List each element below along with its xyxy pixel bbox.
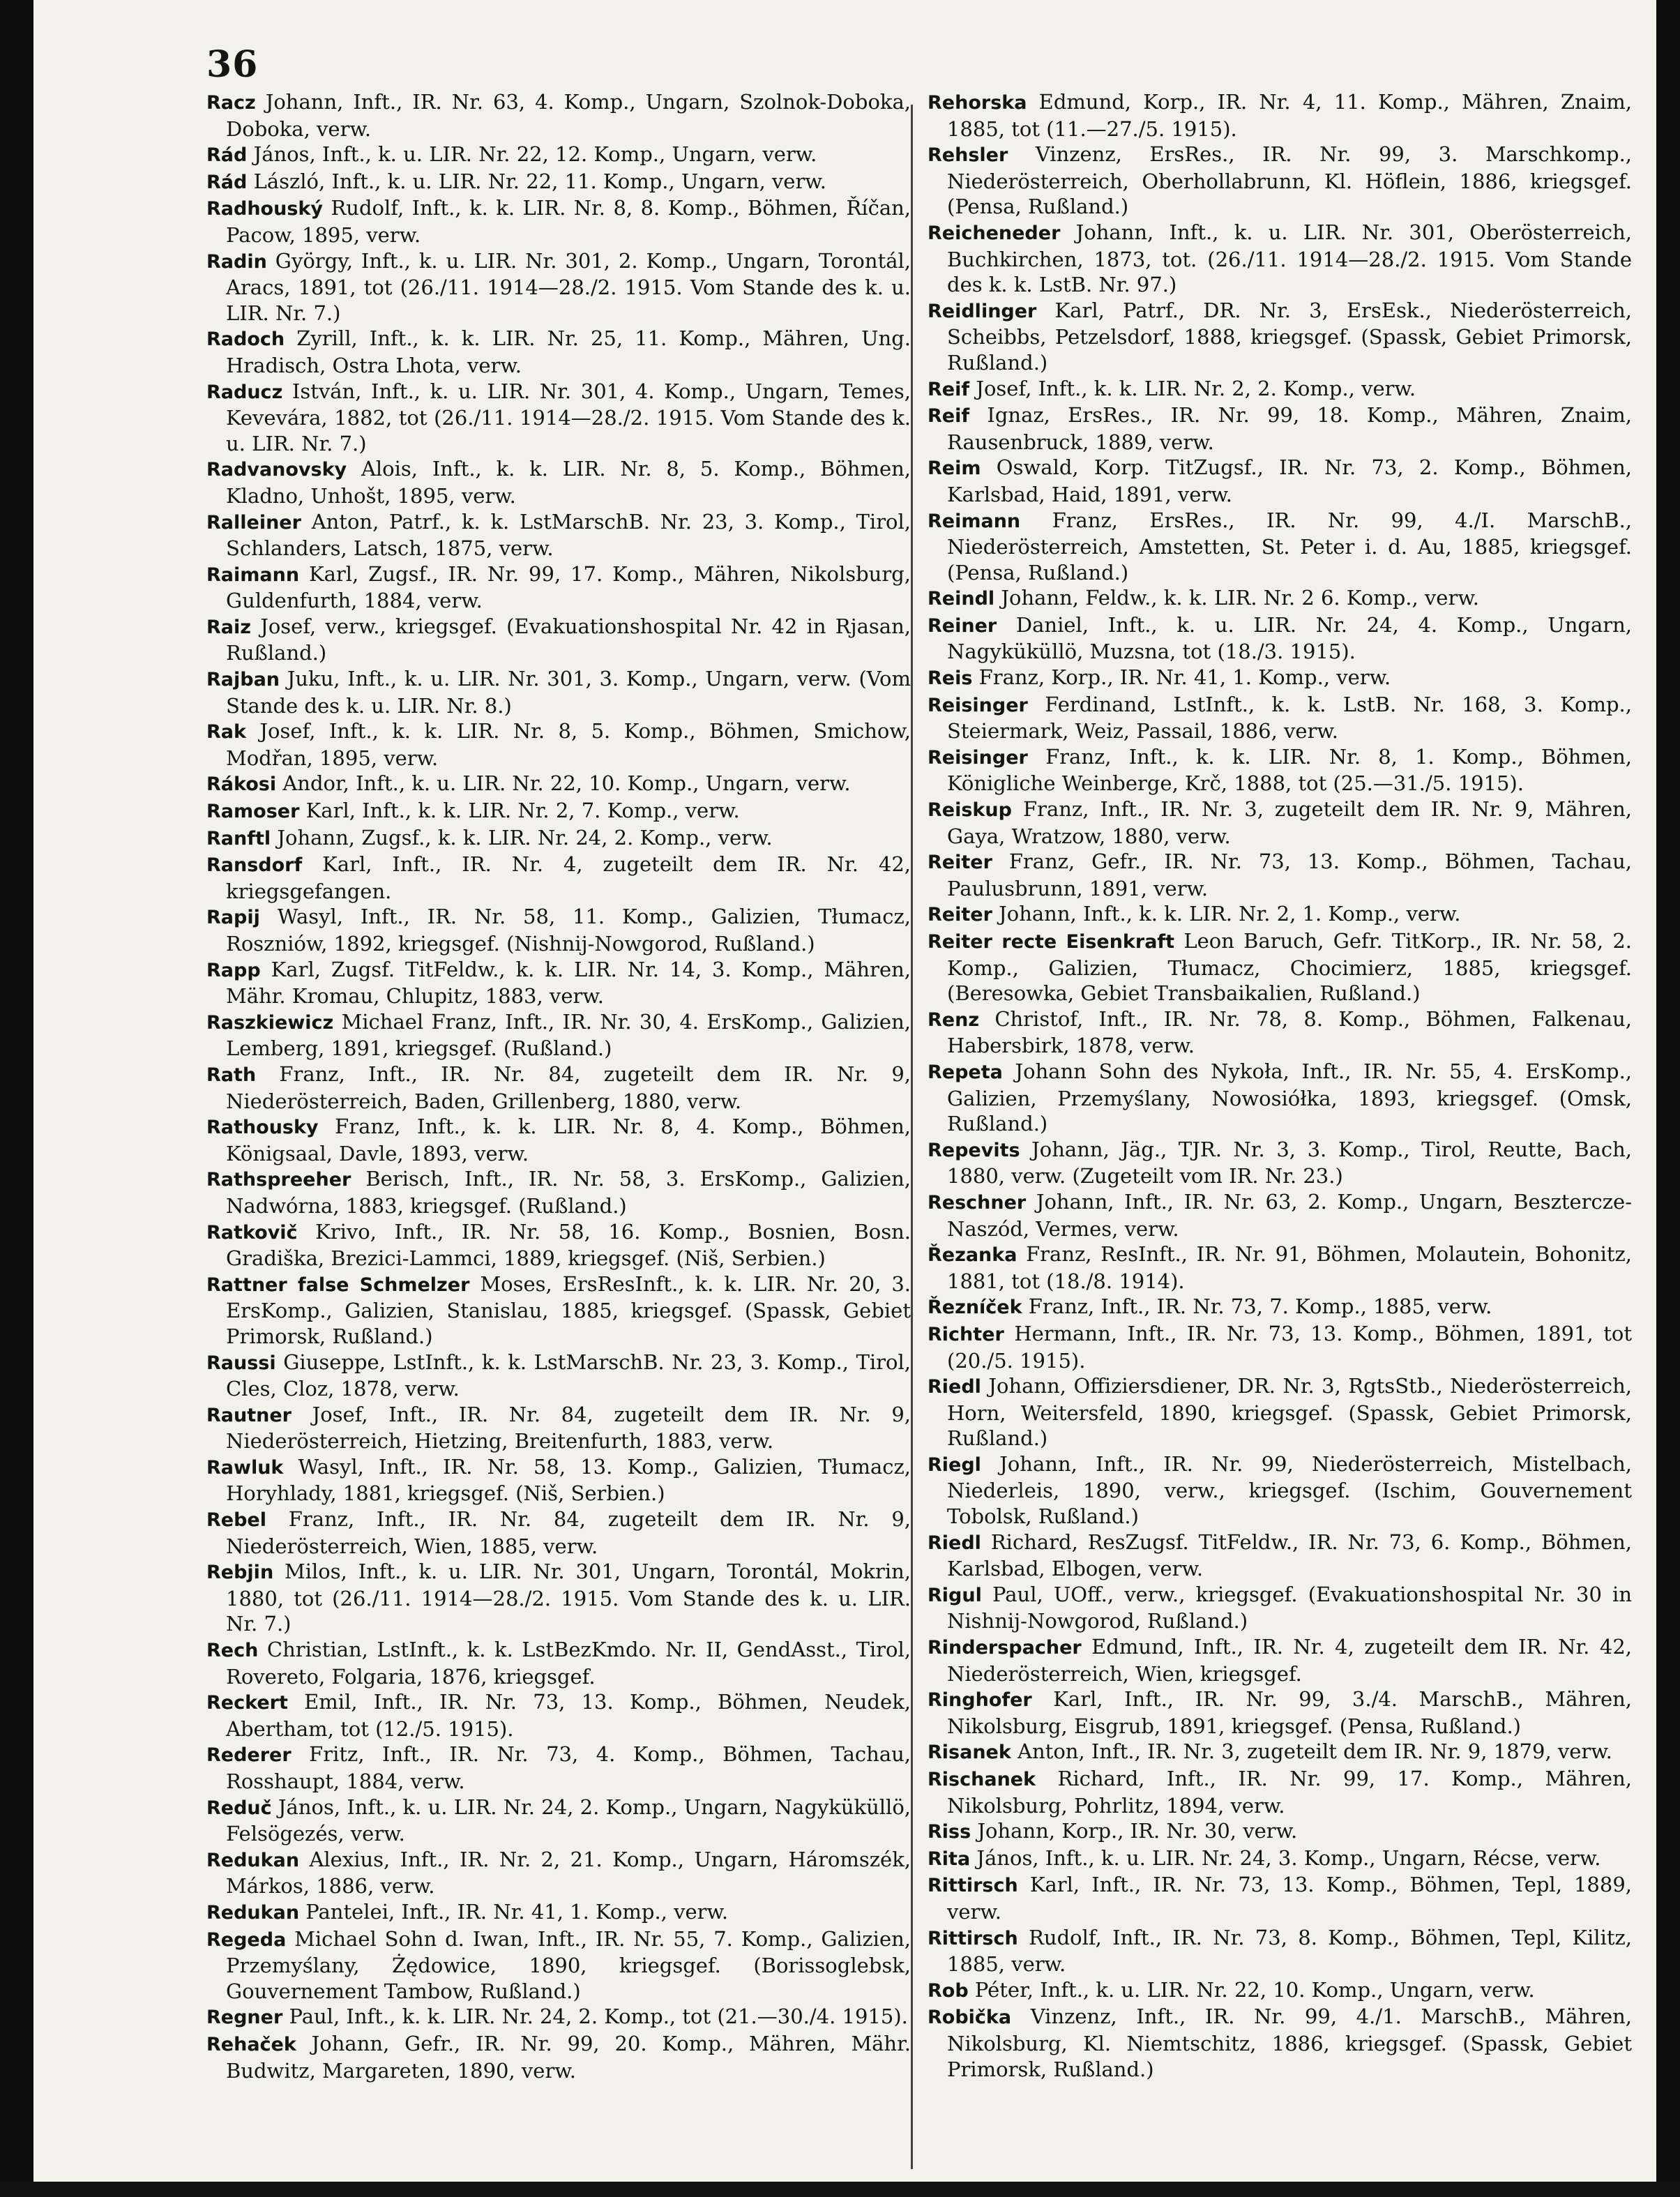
entry-surname: Robička [928,2007,1012,2029]
entry-details: György, Inft., k. u. LIR. Nr. 301, 2. Komp., Ungarn, Torontál, Aracs, 1891, tot (26./11. 1914—28./2. 1915. Vom Stande des k. u. LIR. Nr. 7.) [226,248,911,325]
entry-details: Johann, Korp., IR. Nr. 30, verw. [977,1819,1298,1843]
entry-details: Paul, Inft., k. k. LIR. Nr. 24, 2. Komp., tot (21.—30./4. 1915). [289,2005,908,2029]
entry-surname: Reckert [206,1692,288,1714]
entry-details: Paul, UOff., verw., kriegsgef. (Evakuationshospital Nr. 30 in Nishnij-Nowgorod, Rußland.) [947,1582,1633,1633]
entry [206,1454,911,1507]
entry-details: Wasyl, Inft., IR. Nr. 58, 13. Komp., Galizien, Tłumacz, Horyhlady, 1881, kriegsgef. (Niš, Serbien.) [226,1454,911,1506]
entry [928,402,1632,455]
entry-surname: Rajban [206,669,280,691]
entry-details: Berisch, Inft., IR. Nr. 58, 3. ErsKomp., Galizien, Nadwórna, 1883, kriegsgef. (Rußland.) [226,1167,911,1218]
entry-details: Johann, Inft., k. u. LIR. Nr. 301, Oberösterreich, Buchkirchen, 1873, tot. (26./11. 1914—28./2. 1915. Vom Stande des k. k. LstB. Nr. 97.) [947,220,1633,297]
entry [928,220,1632,298]
entry-details: Alois, Inft., k. k. LIR. Nr. 8, 5. Komp., Böhmen, Kladno, Unhošt, 1895, verw. [226,457,911,508]
entry [206,1009,911,1062]
entry-details: Anton, Patrf., k. k. LstMarschB. Nr. 23, 3. Komp., Tirol, Schlanders, Latsch, 1875, verw. [226,509,911,561]
entry-details: Franz, Korp., IR. Nr. 41, 1. Komp., verw. [978,665,1391,690]
entry-surname: Riss [928,1821,971,1843]
entry-details: Juku, Inft., k. u. LIR. Nr. 301, 3. Komp., Ungarn, verw. (Vom Stande des k. u. LIR. Nr. 8.) [226,667,911,718]
entry-surname: Rech [206,1640,259,1662]
entry-surname: Rob [928,1979,969,2002]
entry-surname: Rattner false Schmelzer [206,1274,470,1296]
entry-surname: Rak [206,721,246,743]
entry-details: Franz, Inft., IR. Nr. 73, 7. Komp., 1885, verw. [1028,1294,1492,1319]
entry-surname: Redukan [206,1901,300,1924]
entry-details: Karl, Inft., k. k. LIR. Nr. 2, 7. Komp., verw. [305,799,740,823]
entry-surname: Reif [928,378,970,400]
entry-surname: Reindl [928,588,995,610]
entry [206,1899,911,1926]
entry [928,665,1632,692]
entry [928,1530,1632,1582]
entry-details: Rudolf, Inft., IR. Nr. 73, 8. Komp., Böhmen, Tepl, Kilitz, 1885, verw. [947,1925,1632,1977]
entry-details: Franz, Gefr., IR. Nr. 73, 13. Komp., Böhmen, Tachau, Paulusbrunn, 1891, verw. [947,850,1632,900]
entry-surname: Reidlinger [928,300,1037,322]
entry-surname: Renz [928,1009,980,1031]
entry [206,561,911,614]
entry-details: Milos, Inft., k. u. LIR. Nr. 301, Ungarn, Torontál, Mokrin, 1880, tot (26./11. 1914—28./2. 1915. Vom Stande des k. u. LIR. Nr. 7.) [226,1560,911,1636]
entry-details: Josef, Inft., k. k. LIR. Nr. 2, 2. Komp., verw. [976,376,1416,400]
entry-details: Johann, Inft., IR. Nr. 63, 4. Komp., Ungarn, Szolnok-Doboka, Doboka, verw. [226,90,911,141]
entry [928,585,1632,612]
entry [206,379,911,457]
entry-details: Pantelei, Inft., IR. Nr. 41, 1. Komp., verw. [305,1899,729,1924]
entry [206,957,911,1009]
entry-details: Franz, Inft., IR. Nr. 84, zugeteilt dem IR. Nr. 9, Niederösterreich, Wien, 1885, verw. [226,1507,911,1558]
entry-surname: Reisinger [928,694,1028,716]
entry-surname: Rehsler [928,144,1008,167]
page-number: 36 [206,43,259,86]
entry-details: János, Inft., k. u. LIR. Nr. 24, 3. Komp., Ungarn, Récse, verw. [976,1845,1601,1870]
entry [206,1114,911,1166]
scan-border-right [1656,0,1680,2197]
entry [928,142,1632,220]
entry-surname: Reimann [928,510,1021,532]
entry-details: Vinzenz, Inft., IR. Nr. 99, 4./1. MarschB., Mähren, Nikolsburg, Kl. Niemtschitz, 1886, kriegsgef. (Spassk, Gebiet Primorsk, Rußland.) [947,2005,1633,2081]
entry-details: Anton, Inft., IR. Nr. 3, zugeteilt dem IR. Nr. 9, 1879, verw. [1017,1739,1612,1764]
entry [928,1137,1632,1189]
entry [206,326,911,378]
entry [206,456,911,508]
entry [206,666,911,718]
entry [928,901,1632,928]
entry [206,1847,911,1899]
entry-surname: Řezanka [928,1244,1017,1267]
entry-surname: Raussi [206,1352,276,1374]
entry-surname: Ranftl [206,827,271,850]
right-column [928,89,1632,2082]
left-column [206,89,911,2083]
entry [928,1634,1632,1686]
entry [206,89,911,142]
entry-surname: Ransdorf [206,854,303,877]
entry-surname: Raszkiewicz [206,1011,334,1034]
entry [206,142,911,169]
entry-surname: Reif [928,405,970,428]
entry [206,1689,911,1742]
entry-details: Emil, Inft., IR. Nr. 73, 13. Komp., Böhmen, Neudek, Abertham, tot (12./5. 1915). [226,1690,911,1741]
entry-surname: Reim [928,458,981,480]
entry [206,1637,911,1689]
entry [206,1271,911,1350]
entry-details: Wasyl, Inft., IR. Nr. 58, 11. Komp., Galizien, Tłumacz, Roszniów, 1892, kriegsgef. (Nishnij-Nowgorod, Rußland.) [226,905,911,956]
entry [206,195,911,248]
entry-details: Christof, Inft., IR. Nr. 78, 8. Komp., Böhmen, Falkenau, Habersbirk, 1878, verw. [947,1006,1632,1058]
entry-details: Johann, Inft., IR. Nr. 63, 2. Komp., Ungarn, Besztercze-Naszód, Vermes, verw. [947,1189,1633,1241]
entry-surname: Rittirsch [928,1927,1018,1949]
entry-details: István, Inft., k. u. LIR. Nr. 301, 4. Komp., Ungarn, Temes, Kevevára, 1882, tot (26./11. 1914—28./2. 1915. Vom Stande des k. u. LIR. Nr. 7.) [226,379,911,455]
entry [206,1219,911,1271]
entry-surname: Reiter [928,904,992,926]
entry-surname: Rautner [206,1404,292,1426]
entry-surname: Řezníček [928,1297,1022,1319]
entry [206,614,911,666]
entry-details: Andor, Inft., k. u. LIR. Nr. 22, 10. Komp., Ungarn, verw. [282,771,851,796]
entry [206,1166,911,1218]
entry-details: Edmund, Korp., IR. Nr. 4, 11. Komp., Mähren, Znaim, 1885, tot (11.—27./5. 1915). [947,90,1632,141]
entry-details: Krivo, Inft., IR. Nr. 58, 16. Komp., Bosnien, Bosn. Gradiška, Brezici-Lammci, 1889, kriegsgef. (Niš, Serbien.) [226,1219,911,1271]
entry-details: Ignaz, ErsRes., IR. Nr. 99, 18. Komp., Mähren, Znaim, Rausenbruck, 1889, verw. [947,403,1633,454]
entry [928,1925,1632,1977]
entry-surname: Rád [206,171,248,193]
entry-surname: Reschner [928,1191,1027,1214]
entry-details: Johann, Inft., IR. Nr. 99, Niederösterreich, Mistelbach, Niederleis, 1890, verw., kriegsgef. (Ischim, Gouvernement Tobolsk, Rußland.) [947,1451,1632,1529]
entry [206,1350,911,1402]
entry [928,1739,1632,1766]
entry-surname: Rinderspacher [928,1637,1082,1659]
entry-surname: Riedl [928,1376,981,1398]
entry-surname: Reiter recte Eisenkraft [928,931,1175,953]
entry-surname: Rathousky [206,1117,319,1139]
entry-details: Edmund, Inft., IR. Nr. 4, zugeteilt dem IR. Nr. 42, Niederösterreich, Wien, kriegsgef. [947,1635,1632,1686]
entry-surname: Reisinger [928,746,1028,769]
entry-details: Hermann, Inft., IR. Nr. 73, 13. Komp., Böhmen, 1891, tot (20./5. 1915). [947,1321,1632,1373]
entry-surname: Rákosi [206,773,277,796]
entry [928,1241,1632,1294]
entry [928,692,1632,744]
entry-surname: Radvanovsky [206,459,347,481]
entry-details: Fritz, Inft., IR. Nr. 73, 4. Komp., Böhmen, Tachau, Rosshaupt, 1884, verw. [226,1742,911,1793]
entry-details: Franz, Inft., IR. Nr. 84, zugeteilt dem IR. Nr. 9, Niederösterreich, Baden, Grillenberg, 1880, verw. [226,1062,911,1113]
entry-surname: Ralleiner [206,511,301,534]
entry [928,1872,1632,1924]
entry [928,796,1632,849]
entry [928,455,1632,507]
entry [928,376,1632,403]
entry-details: Johann, Zugsf., k. k. LIR. Nr. 24, 2. Komp., verw. [277,825,773,850]
entry-details: Richard, Inft., IR. Nr. 99, 17. Komp., Mähren, Nikolsburg, Pohrlitz, 1894, verw. [947,1767,1632,1818]
entry-details: Rudolf, Inft., k. k. LIR. Nr. 8, 8. Komp., Böhmen, Říčan, Pacow, 1895, verw. [226,196,911,247]
entry-surname: Richter [928,1323,1004,1345]
entry [206,718,911,771]
entry-details: Richard, ResZugsf. TitFeldw., IR. Nr. 73, 6. Komp., Böhmen, Karlsbad, Elbogen, verw. [947,1530,1633,1581]
entry [928,849,1632,901]
entry-surname: Ramoser [206,801,300,823]
entry-details: Johann, Offiziersdiener, DR. Nr. 3, RgtsStb., Niederösterreich, Horn, Weitersfeld, 1890, kriegsgef. (Spassk, Gebiet Primorsk, Rußland.) [947,1374,1633,1451]
entry-surname: Reicheneder [928,222,1061,244]
entry [928,1189,1632,1241]
entry [928,1582,1632,1634]
entry [206,1062,911,1114]
entry [206,1795,911,1847]
entry [206,798,911,825]
entry-details: Johann, Feldw., k. k. LIR. Nr. 2 6. Komp., verw. [1001,586,1479,610]
entry-details: Christian, LstInft., k. k. LstBezKmdo. Nr. II, GendAsst., Tirol, Rovereto, Folgaria, 1876, kriegsgef. [226,1638,911,1689]
entry [206,2031,911,2083]
entry-surname: Regeda [206,1928,287,1951]
entry-details: Péter, Inft., k. u. LIR. Nr. 22, 10. Komp., Ungarn, verw. [974,1977,1535,2002]
entry-details: Johann, Gefr., IR. Nr. 99, 20. Komp., Mähren, Mähr. Budwitz, Margareten, 1890, verw. [226,2031,911,2083]
entry-surname: Rehorska [928,92,1027,114]
entry-surname: Rapp [206,959,261,981]
entry-details: Ferdinand, LstInft., k. k. LstB. Nr. 168, 3. Komp., Steiermark, Weiz, Passail, 1886, verw. [947,692,1632,743]
entry-details: Johann Sohn des Nykoła, Inft., IR. Nr. 55, 4. ErsKomp., Galizien, Przemyślany, Nowosiółka, 1893, kriegsgef. (Omsk, Rußland.) [947,1059,1633,1136]
entry-surname: Ringhofer [928,1689,1032,1712]
entry-details: Karl, Inft., IR. Nr. 99, 3./4. MarschB., Mähren, Nikolsburg, Eisgrub, 1891, kriegsgef. (Pensa, Rußland.) [947,1687,1632,1738]
entry [206,1742,911,1794]
entry-details: Vinzenz, ErsRes., IR. Nr. 99, 3. Marschkomp., Niederösterreich, Oberhollabrunn, Kl. Höflein, 1886, kriegsgef. (Pensa, Rußland.) [947,142,1633,219]
entry [928,2004,1632,2082]
entry-surname: Rawluk [206,1456,284,1479]
entry [928,1766,1632,1818]
entry [928,1451,1632,1530]
entry-surname: Racz [206,92,256,114]
entry [206,1926,911,2005]
entry-details: Alexius, Inft., IR. Nr. 2, 21. Komp., Ungarn, Háromszék, Márkos, 1886, verw. [226,1847,911,1898]
entry-surname: Radoch [206,329,285,351]
entry [206,904,911,956]
entry-details: Franz, ResInft., IR. Nr. 91, Böhmen, Molautein, Bohonitz, 1881, tot (18./8. 1914). [947,1242,1632,1293]
entry-surname: Regner [206,2007,283,2029]
entry [928,1059,1632,1137]
entry-details: Leon Baruch, Gefr. TitKorp., IR. Nr. 58, 2. Komp., Galizien, Tłumacz, Chocimierz, 1885, kriegsgef. (Beresowka, Gebiet Transbaikalien, Rußland.) [947,929,1632,1006]
entry [928,1818,1632,1845]
entry-surname: Rehaček [206,2033,296,2055]
entry-surname: Rebel [206,1509,266,1532]
entry-details: Karl, Patrf., DR. Nr. 3, ErsEsk., Niederösterreich, Scheibbs, Petzelsdorf, 1888, kriegsgef. (Spassk, Gebiet Primorsk, Rußland.) [947,298,1632,375]
entry-surname: Reis [928,667,973,690]
entry-details: János, Inft., k. u. LIR. Nr. 22, 12. Komp., Ungarn, verw. [253,142,817,167]
entry-details: Franz, ErsRes., IR. Nr. 99, 4./I. MarschB., Niederösterreich, Amstetten, St. Peter i. d. Au, 1885, kriegsgef. (Pensa, Rußland.) [947,508,1633,584]
entry-surname: Riedl [928,1532,981,1554]
entry-details: Franz, Inft., k. k. LIR. Nr. 8, 1. Komp., Böhmen, Königliche Weinberge, Krč, 1888, tot (25.—31./5. 1915). [947,744,1632,796]
entry-details: Moses, ErsResInft., k. k. LIR. Nr. 20, 3. ErsKomp., Galizien, Stanislau, 1885, kriegsgef. (Spassk, Gebiet Primorsk, Rußland.) [226,1271,911,1348]
entry [928,89,1632,142]
entry-surname: Raimann [206,564,300,586]
entry [928,1321,1632,1373]
entry-surname: Ratkovič [206,1221,298,1244]
entry [928,298,1632,376]
entry-details: Karl, Inft., IR. Nr. 73, 13. Komp., Böhmen, Tepl, 1889, verw. [947,1873,1633,1924]
entry-details: Oswald, Korp. TitZugsf., IR. Nr. 73, 2. Komp., Böhmen, Karlsbad, Haid, 1891, verw. [947,455,1633,506]
entry-details: Josef, Inft., IR. Nr. 84, zugeteilt dem IR. Nr. 9, Niederösterreich, Hietzing, Breitenfurth, 1883, verw. [226,1402,911,1454]
entry-surname: Reiskup [928,799,1012,822]
entry-surname: Reiter [928,852,992,874]
entry [206,771,911,798]
entry-surname: Rathspreeher [206,1169,351,1191]
entry [206,825,911,852]
entry-details: János, Inft., k. u. LIR. Nr. 24, 2. Komp., Ungarn, Nagyküküllö, Felsögezés, verw. [226,1795,911,1846]
entry-details: Michael Sohn d. Iwan, Inft., IR. Nr. 55, 7. Komp., Galizien, Przemyślany, Żędowice, 1890, kriegsgef. (Borissoglebsk, Gouvernement Tambow, Rußland.) [226,1926,911,2003]
entry-details: Karl, Zugsf., IR. Nr. 99, 17. Komp., Mähren, Nikolsburg, Guldenfurth, 1884, verw. [226,561,911,613]
entry-details: Josef, Inft., k. k. LIR. Nr. 8, 5. Komp., Böhmen, Smichow, Modřan, 1895, verw. [226,719,911,770]
entry-surname: Rita [928,1848,971,1870]
entry-details: Giuseppe, LstInft., k. k. LstMarschB. Nr. 23, 3. Komp., Tirol, Cles, Cloz, 1878, verw. [226,1350,911,1401]
entry [928,1373,1632,1451]
scan-border-left [0,0,33,2197]
entry [206,1402,911,1454]
entry-surname: Repeta [928,1061,1003,1083]
entry [206,852,911,904]
entry [928,744,1632,796]
entry-surname: Rath [206,1064,257,1086]
entry [206,1559,911,1637]
entry [928,928,1632,1006]
entry-surname: Rebjin [206,1562,274,1584]
entry-surname: Riegl [928,1454,981,1476]
entry-surname: Reduč [206,1797,272,1819]
entry-details: Johann, Jäg., TJR. Nr. 3, 3. Komp., Tirol, Reutte, Bach, 1880, verw. (Zugeteilt vom IR. Nr. 23.) [947,1137,1633,1188]
entry [928,1006,1632,1059]
entry-surname: Repevits [928,1139,1020,1161]
entry-surname: Raducz [206,381,283,403]
entry-surname: Radhouský [206,198,323,220]
entry-details: Josef, verw., kriegsgef. (Evakuationshospital Nr. 42 in Rjasan, Rußland.) [226,614,911,665]
entry-details: Karl, Inft., IR. Nr. 4, zugeteilt dem IR. Nr. 42, kriegsgefangen. [226,852,911,903]
entry-surname: Rederer [206,1744,292,1767]
entry [928,612,1632,665]
entry [928,1686,1632,1739]
entry-surname: Rigul [928,1584,982,1606]
entry [206,169,911,196]
entry-surname: Raiz [206,616,251,638]
entry-surname: Radin [206,250,267,273]
entry-details: Johann, Inft., k. k. LIR. Nr. 2, 1. Komp., verw. [999,902,1461,926]
entry-details: László, Inft., k. u. LIR. Nr. 22, 11. Komp., Ungarn, verw. [253,169,826,193]
entry-surname: Reiner [928,614,997,637]
entry-surname: Rischanek [928,1769,1036,1790]
entry-surname: Rittirsch [928,1875,1018,1897]
entry-surname: Rapij [206,907,260,929]
entry [928,1845,1632,1873]
entry [206,248,911,326]
scan-border-bottom [0,2182,1680,2197]
entry-details: Franz, Inft., k. k. LIR. Nr. 8, 4. Komp., Böhmen, Königsaal, Davle, 1893, verw. [226,1115,911,1165]
column-divider [911,105,913,2169]
entry-surname: Rád [206,144,248,167]
entry [206,2004,911,2031]
entry [206,509,911,561]
entry-details: Franz, Inft., IR. Nr. 3, zugeteilt dem IR. Nr. 9, Mähren, Gaya, Wratzow, 1880, verw. [947,797,1632,848]
entry [928,1977,1632,2005]
entry-details: Michael Franz, Inft., IR. Nr. 30, 4. ErsKomp., Galizien, Lemberg, 1891, kriegsgef. (Rußland.) [226,1009,911,1061]
entry-details: Daniel, Inft., k. u. LIR. Nr. 24, 4. Komp., Ungarn, Nagyküküllö, Muzsna, tot (18./3. 1915). [947,612,1633,664]
entry [928,508,1632,586]
entry [206,1507,911,1559]
entry-surname: Risanek [928,1742,1011,1764]
entry-surname: Redukan [206,1849,300,1871]
entry [928,1294,1632,1321]
entry-details: Karl, Zugsf. TitFeldw., k. k. LIR. Nr. 14, 3. Komp., Mähren, Mähr. Kromau, Chlupitz, 1883, verw. [226,957,911,1009]
entry-details: Zyrill, Inft., k. k. LIR. Nr. 25, 11. Komp., Mähren, Ung. Hradisch, Ostra Lhota, verw. [226,326,911,377]
